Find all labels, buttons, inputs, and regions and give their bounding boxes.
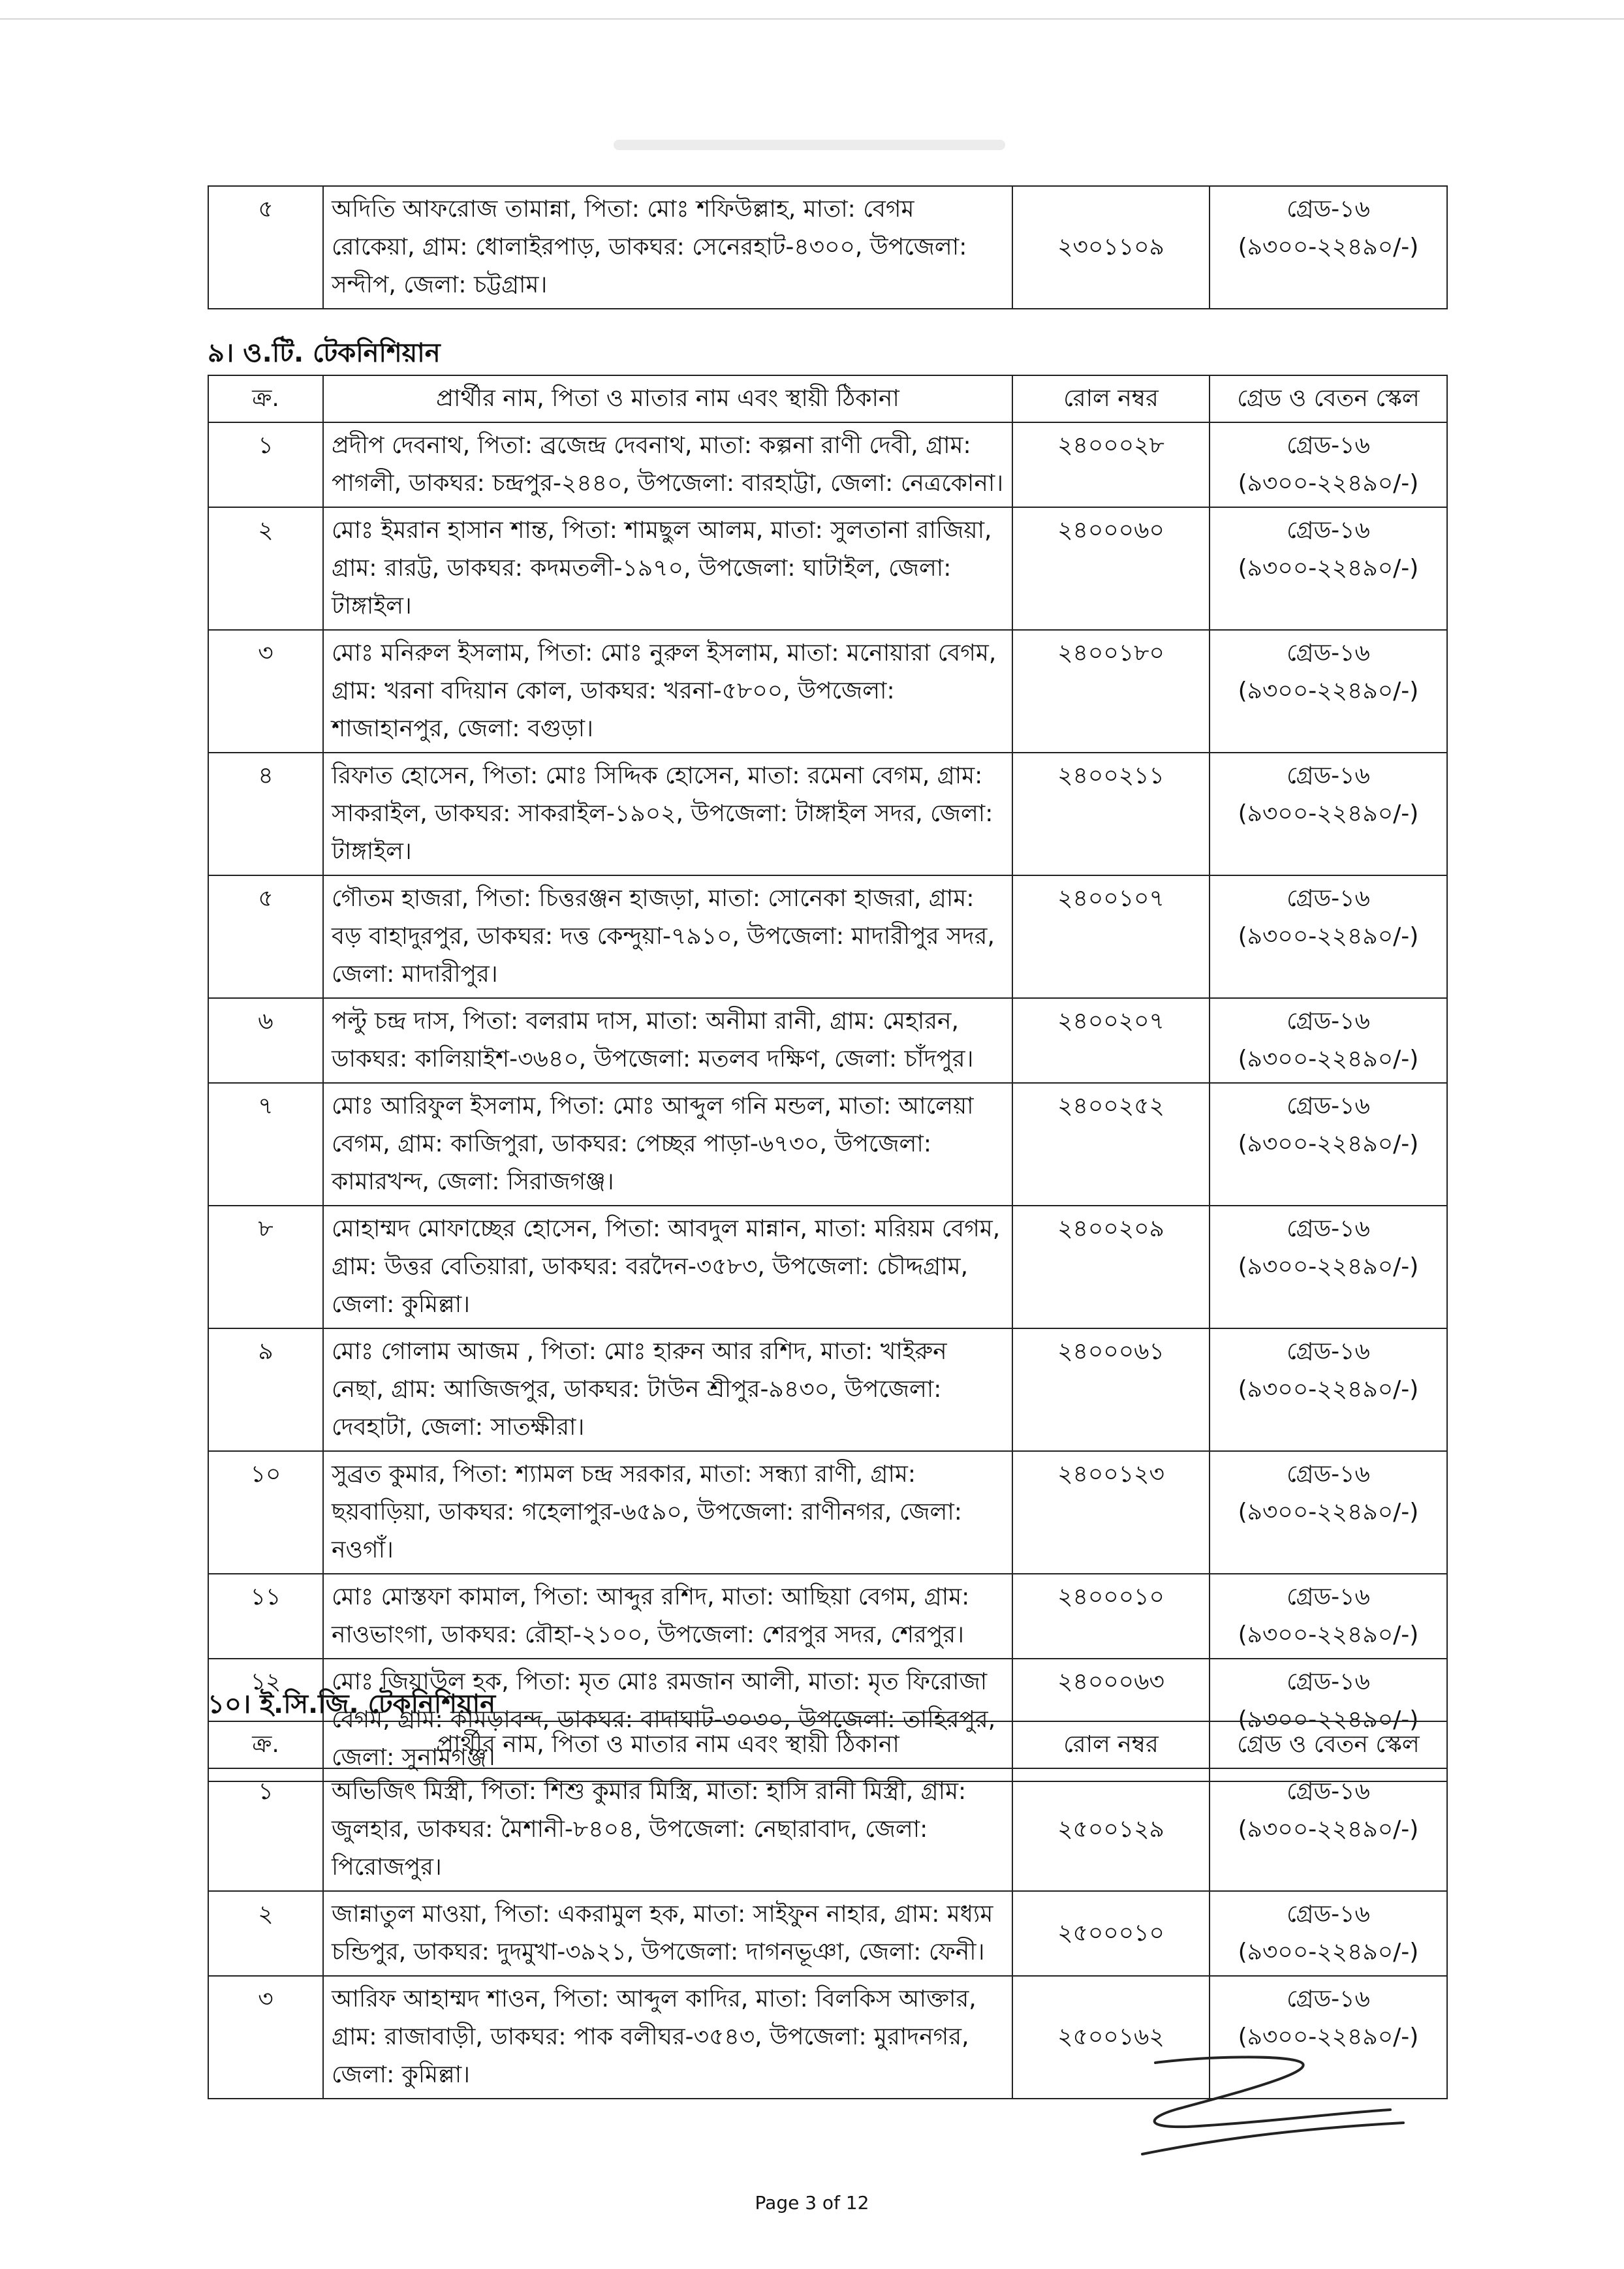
candidate-details-cell: মোঃ ইমরান হাসান শান্ত, পিতা: শামছুল আলম, মাতা: সুলতানা রাজিয়া, গ্রাম: রারট্ট, ডাকঘর: কদমতলী-১৯৭০, উপজেলা: ঘাটাইল, জেলা: টাঙ্গাইল। — [323, 507, 1012, 630]
table-row — [208, 186, 1447, 309]
serial-cell: ১০ — [208, 1451, 323, 1574]
grade-scale-cell — [1210, 1768, 1447, 1891]
pay-scale: (৯৩০০-২২৪৯০/-) — [1238, 1499, 1419, 1526]
roll-number-cell: ২৪০০২০৭ — [1012, 998, 1210, 1083]
table-header-row — [208, 1721, 1447, 1768]
roll-number-cell: ২৫০০০১০ — [1012, 1891, 1210, 1976]
roll-number-cell: ২৫০০১৬২ — [1012, 1976, 1210, 2099]
table-row — [208, 1083, 1447, 1206]
table-row — [208, 1574, 1447, 1659]
grade-scale-cell — [1210, 753, 1447, 875]
serial-cell: ৫ — [208, 186, 323, 309]
candidate-details-cell: প্রদীপ দেবনাথ, পিতা: ব্রজেন্দ্র দেবনাথ, মাতা: কল্পনা রাণী দেবী, গ্রাম: পাগলী, ডাকঘর: চন্দ্রপুর-২৪৪০, উপজেলা: বারহাট্টা, জেলা: নেত্রকোনা। — [323, 422, 1012, 507]
roll-number-cell: ২৪০০১০৭ — [1012, 875, 1210, 998]
table-row — [208, 998, 1447, 1083]
table-row — [208, 1768, 1447, 1891]
pay-scale: (৯৩০০-২২৪৯০/-) — [1238, 470, 1419, 497]
grade-label: গ্রেড-১৬ — [1287, 196, 1370, 223]
grade-label: গ্রেড-১৬ — [1287, 1215, 1370, 1242]
candidate-details-cell: মোঃ আরিফুল ইসলাম, পিতা: মোঃ আব্দুল গনি মন্ডল, মাতা: আলেয়া বেগম, গ্রাম: কাজিপুরা, ডাকঘর: পেচ্ছর পাড়া-৬৭৩০, উপজেলা: কামারখন্দ, জেলা: সিরাজগঞ্জ। — [323, 1083, 1012, 1206]
header-roll: রোল নম্বর — [1012, 375, 1210, 422]
table-row — [208, 422, 1447, 507]
grade-scale-cell — [1210, 1451, 1447, 1574]
roll-number-cell: ২৫০০১২৯ — [1012, 1768, 1210, 1891]
pay-scale: (৯৩০০-২২৪৯০/-) — [1238, 1816, 1419, 1843]
candidate-details-cell: মোঃ মনিরুল ইসলাম, পিতা: মোঃ নুরুল ইসলাম, মাতা: মনোয়ারা বেগম, গ্রাম: খরনা বদিয়ান কোল, ডাকঘর: খরনা-৫৮০০, উপজেলা: শাজাহানপুর, জেলা: বগুড়া। — [323, 630, 1012, 753]
continued-table — [208, 185, 1448, 309]
candidate-details-cell: সুব্রত কুমার, পিতা: শ্যামল চন্দ্র সরকার, মাতা: সন্ধ্যা রাণী, গ্রাম: ছয়বাড়িয়া, ডাকঘর: গহেলাপুর-৬৫৯০, উপজেলা: রাণীনগর, জেলা: নওগাঁ। — [323, 1451, 1012, 1574]
candidate-details-cell: মোঃ জিয়াউল হক, পিতা: মৃত মোঃ রমজান আলী, মাতা: মৃত ফিরোজা বেগম, গ্রাম: কামড়াবন্দ, ডাকঘর: বাদাঘাট-৩০৩০, উপজেলা: তাহিরপুর, জেলা: সুনামগঞ্জ। — [323, 1659, 1012, 1781]
candidate-details-cell: রিফাত হোসেন, পিতা: মোঃ সিদ্দিক হোসেন, মাতা: রমেনা বেগম, গ্রাম: সাকরাইল, ডাকঘর: সাকরাইল-১৯০২, উপজেলা: টাঙ্গাইল সদর, জেলা: টাঙ্গাইল। — [323, 753, 1012, 875]
table-row — [208, 1451, 1447, 1574]
roll-number-cell: ২৪০০২০৯ — [1012, 1206, 1210, 1328]
section-10-title: ১০। ই.সি.জি. টেকনিশিয়ান — [208, 1689, 496, 1719]
serial-cell: ২ — [208, 507, 323, 630]
grade-scale-cell — [1210, 1891, 1447, 1976]
header-grade: গ্রেড ও বেতন স্কেল — [1210, 375, 1447, 422]
table-row — [208, 1328, 1447, 1451]
pay-scale: (৯৩০০-২২৪৯০/-) — [1238, 923, 1419, 950]
grade-label: গ্রেড-১৬ — [1287, 1093, 1370, 1119]
roll-number-cell: ২৪০০২৫২ — [1012, 1083, 1210, 1206]
pay-scale: (৯৩০০-২২৪৯০/-) — [1238, 1621, 1419, 1648]
serial-cell: ৩ — [208, 1976, 323, 2099]
grade-scale-cell — [1210, 422, 1447, 507]
pay-scale: (৯৩০০-২২৪৯০/-) — [1238, 1131, 1419, 1157]
serial-cell: ১১ — [208, 1574, 323, 1659]
roll-number-cell: ২৪০০০৬০ — [1012, 507, 1210, 630]
header-details: প্রার্থীর নাম, পিতা ও মাতার নাম এবং স্থায়ী ঠিকানা — [323, 375, 1012, 422]
serial-cell: ৬ — [208, 998, 323, 1083]
table-row — [208, 507, 1447, 630]
serial-cell: ১ — [208, 422, 323, 507]
header-sl: ক্র. — [208, 1721, 323, 1768]
serial-cell: ২ — [208, 1891, 323, 1976]
serial-cell: ৫ — [208, 875, 323, 998]
candidate-details-cell: পল্টু চন্দ্র দাস, পিতা: বলরাম দাস, মাতা: অনীমা রানী, গ্রাম: মেহারন, ডাকঘর: কালিয়াইশ-৩৬৪০, উপজেলা: মতলব দক্ষিণ, জেলা: চাঁদপুর। — [323, 998, 1012, 1083]
grade-scale-cell — [1210, 875, 1447, 998]
grade-label: গ্রেড-১৬ — [1287, 640, 1370, 666]
serial-cell: ৪ — [208, 753, 323, 875]
grade-scale-cell — [1210, 1328, 1447, 1451]
grade-scale-cell — [1210, 1206, 1447, 1328]
table-row — [208, 1206, 1447, 1328]
grade-label: গ্রেড-১৬ — [1287, 1778, 1370, 1805]
roll-number-cell: ২৪০০০২৮ — [1012, 422, 1210, 507]
header-grade: গ্রেড ও বেতন স্কেল — [1210, 1721, 1447, 1768]
grade-label: গ্রেড-১৬ — [1287, 762, 1370, 789]
pay-scale: (৯৩০০-২২৪৯০/-) — [1238, 234, 1419, 260]
serial-cell: ৭ — [208, 1083, 323, 1206]
candidate-details-cell: অভিজিৎ মিস্ত্রী, পিতা: শিশু কুমার মিস্ত্রি, মাতা: হাসি রানী মিস্ত্রী, গ্রাম: জুলহার, ডাকঘর: মৈশানী-৮৪০৪, উপজেলা: নেছারাবাদ, জেলা: পিরোজপুর। — [323, 1768, 1012, 1891]
grade-scale-cell — [1210, 630, 1447, 753]
grade-scale-cell — [1210, 1083, 1447, 1206]
roll-number-cell: ২৪০০০১০ — [1012, 1574, 1210, 1659]
table-row — [208, 1891, 1447, 1976]
table-header-row — [208, 375, 1447, 422]
candidate-details-cell: জান্নাতুল মাওয়া, পিতা: একরামুল হক, মাতা: সাইফুন নাহার, গ্রাম: মধ্যম চন্ডিপুর, ডাকঘর: দুদমুখা-৩৯২১, উপজেলা: দাগনভূঞা, জেলা: ফেনী। — [323, 1891, 1012, 1976]
serial-cell: ৯ — [208, 1328, 323, 1451]
roll-number-cell: ২৩০১১০৯ — [1012, 186, 1210, 309]
serial-cell: ১২ — [208, 1659, 323, 1781]
pay-scale: (৯৩০০-২২৪৯০/-) — [1238, 2024, 1419, 2050]
grade-label: গ্রেড-১৬ — [1287, 517, 1370, 544]
pay-scale: (৯৩০০-২২৪৯০/-) — [1238, 555, 1419, 582]
roll-number-cell: ২৪০০২১১ — [1012, 753, 1210, 875]
table-row — [208, 630, 1447, 753]
roll-number-cell: ২৪০০০৬১ — [1012, 1328, 1210, 1451]
section-9-title: ৯। ও.টি. টেকনিশিয়ান — [208, 338, 441, 368]
serial-cell: ৮ — [208, 1206, 323, 1328]
table-row — [208, 753, 1447, 875]
grade-scale-cell — [1210, 1574, 1447, 1659]
candidate-details-cell: মোহাম্মদ মোফাচ্ছের হোসেন, পিতা: আবদুল মান্নান, মাতা: মরিয়ম বেগম, গ্রাম: উত্তর বেতিয়ারা, ডাকঘর: বরদৈন-৩৫৮৩, উপজেলা: চৌদ্দগ্রাম, জেলা: কুমিল্লা। — [323, 1206, 1012, 1328]
ecg-technician-table — [208, 1721, 1448, 2099]
pay-scale: (৯৩০০-২২৪৯০/-) — [1238, 1253, 1419, 1280]
roll-number-cell: ২৪০০০৬৩ — [1012, 1659, 1210, 1781]
pay-scale: (৯৩০০-২২৪৯০/-) — [1238, 1046, 1419, 1072]
header-sl: ক্র. — [208, 375, 323, 422]
grade-scale-cell — [1210, 998, 1447, 1083]
page-number: Page 3 of 12 — [755, 2192, 869, 2214]
faded-header-text — [614, 140, 1005, 150]
candidate-details-cell: গৌতম হাজরা, পিতা: চিত্তরঞ্জন হাজড়া, মাতা: সোনেকা হাজরা, গ্রাম: বড় বাহাদুরপুর, ডাকঘর: দত্ত কেন্দুয়া-৭৯১০, উপজেলা: মাদারীপুর সদর, জেলা: মাদারীপুর। — [323, 875, 1012, 998]
pay-scale: (৯৩০০-২২৪৯০/-) — [1238, 800, 1419, 827]
grade-scale-cell — [1210, 186, 1447, 309]
pay-scale: (৯৩০০-২২৪৯০/-) — [1238, 678, 1419, 704]
table-row — [208, 875, 1447, 998]
grade-label: গ্রেড-১৬ — [1287, 1901, 1370, 1928]
roll-number-cell: ২৪০০১২৩ — [1012, 1451, 1210, 1574]
grade-label: গ্রেড-১৬ — [1287, 885, 1370, 912]
grade-label: গ্রেড-১৬ — [1287, 1986, 1370, 2012]
grade-label: গ্রেড-১৬ — [1287, 1584, 1370, 1610]
grade-scale-cell — [1210, 507, 1447, 630]
pay-scale: (৯৩০০-২২৪৯০/-) — [1238, 1706, 1419, 1733]
grade-label: গ্রেড-১৬ — [1287, 1338, 1370, 1365]
header-roll: রোল নম্বর — [1012, 1721, 1210, 1768]
serial-cell: ১ — [208, 1768, 323, 1891]
candidate-details-cell: মোঃ মোস্তফা কামাল, পিতা: আব্দুর রশিদ, মাতা: আছিয়া বেগম, গ্রাম: নাওভাংগা, ডাকঘর: রৌহা-২১০০, উপজেলা: শেরপুর সদর, শেরপুর। — [323, 1574, 1012, 1659]
serial-cell: ৩ — [208, 630, 323, 753]
scan-edge-line — [0, 18, 1624, 20]
ot-technician-table — [208, 375, 1448, 1782]
grade-label: গ্রেড-১৬ — [1287, 1008, 1370, 1035]
grade-label: গ্রেড-১৬ — [1287, 1461, 1370, 1488]
header-details: প্রার্থীর নাম, পিতা ও মাতার নাম এবং স্থায়ী ঠিকানা — [323, 1721, 1012, 1768]
signature — [1129, 2050, 1416, 2167]
candidate-details-cell: আরিফ আহাম্মদ শাওন, পিতা: আব্দুল কাদির, মাতা: বিলকিস আক্তার, গ্রাম: রাজাবাড়ী, ডাকঘর: পাক বলীঘর-৩৫৪৩, উপজেলা: মুরাদনগর, জেলা: কুমিল্লা। — [323, 1976, 1012, 2099]
page-footer — [0, 2192, 1624, 2214]
candidate-details-cell: মোঃ গোলাম আজম , পিতা: মোঃ হারুন আর রশিদ, মাতা: খাইরুন নেছা, গ্রাম: আজিজপুর, ডাকঘর: টাউন শ্রীপুর-৯৪৩০, উপজেলা: দেবহাটা, জেলা: সাতক্ষীরা। — [323, 1328, 1012, 1451]
candidate-details-cell: অদিতি আফরোজ তামান্না, পিতা: মোঃ শফিউল্লাহ, মাতা: বেগম রোকেয়া, গ্রাম: ধোলাইরপাড়, ডাকঘর: সেনেরহাট-৪৩০০, উপজেলা: সন্দীপ, জেলা: চট্টগ্রাম। — [323, 186, 1012, 309]
pay-scale: (৯৩০০-২২৪৯০/-) — [1238, 1939, 1419, 1965]
grade-label: গ্রেড-১৬ — [1287, 432, 1370, 459]
grade-label: গ্রেড-১৬ — [1287, 1668, 1370, 1695]
pay-scale: (৯৩০০-২২৪৯০/-) — [1238, 1376, 1419, 1403]
roll-number-cell: ২৪০০১৮০ — [1012, 630, 1210, 753]
